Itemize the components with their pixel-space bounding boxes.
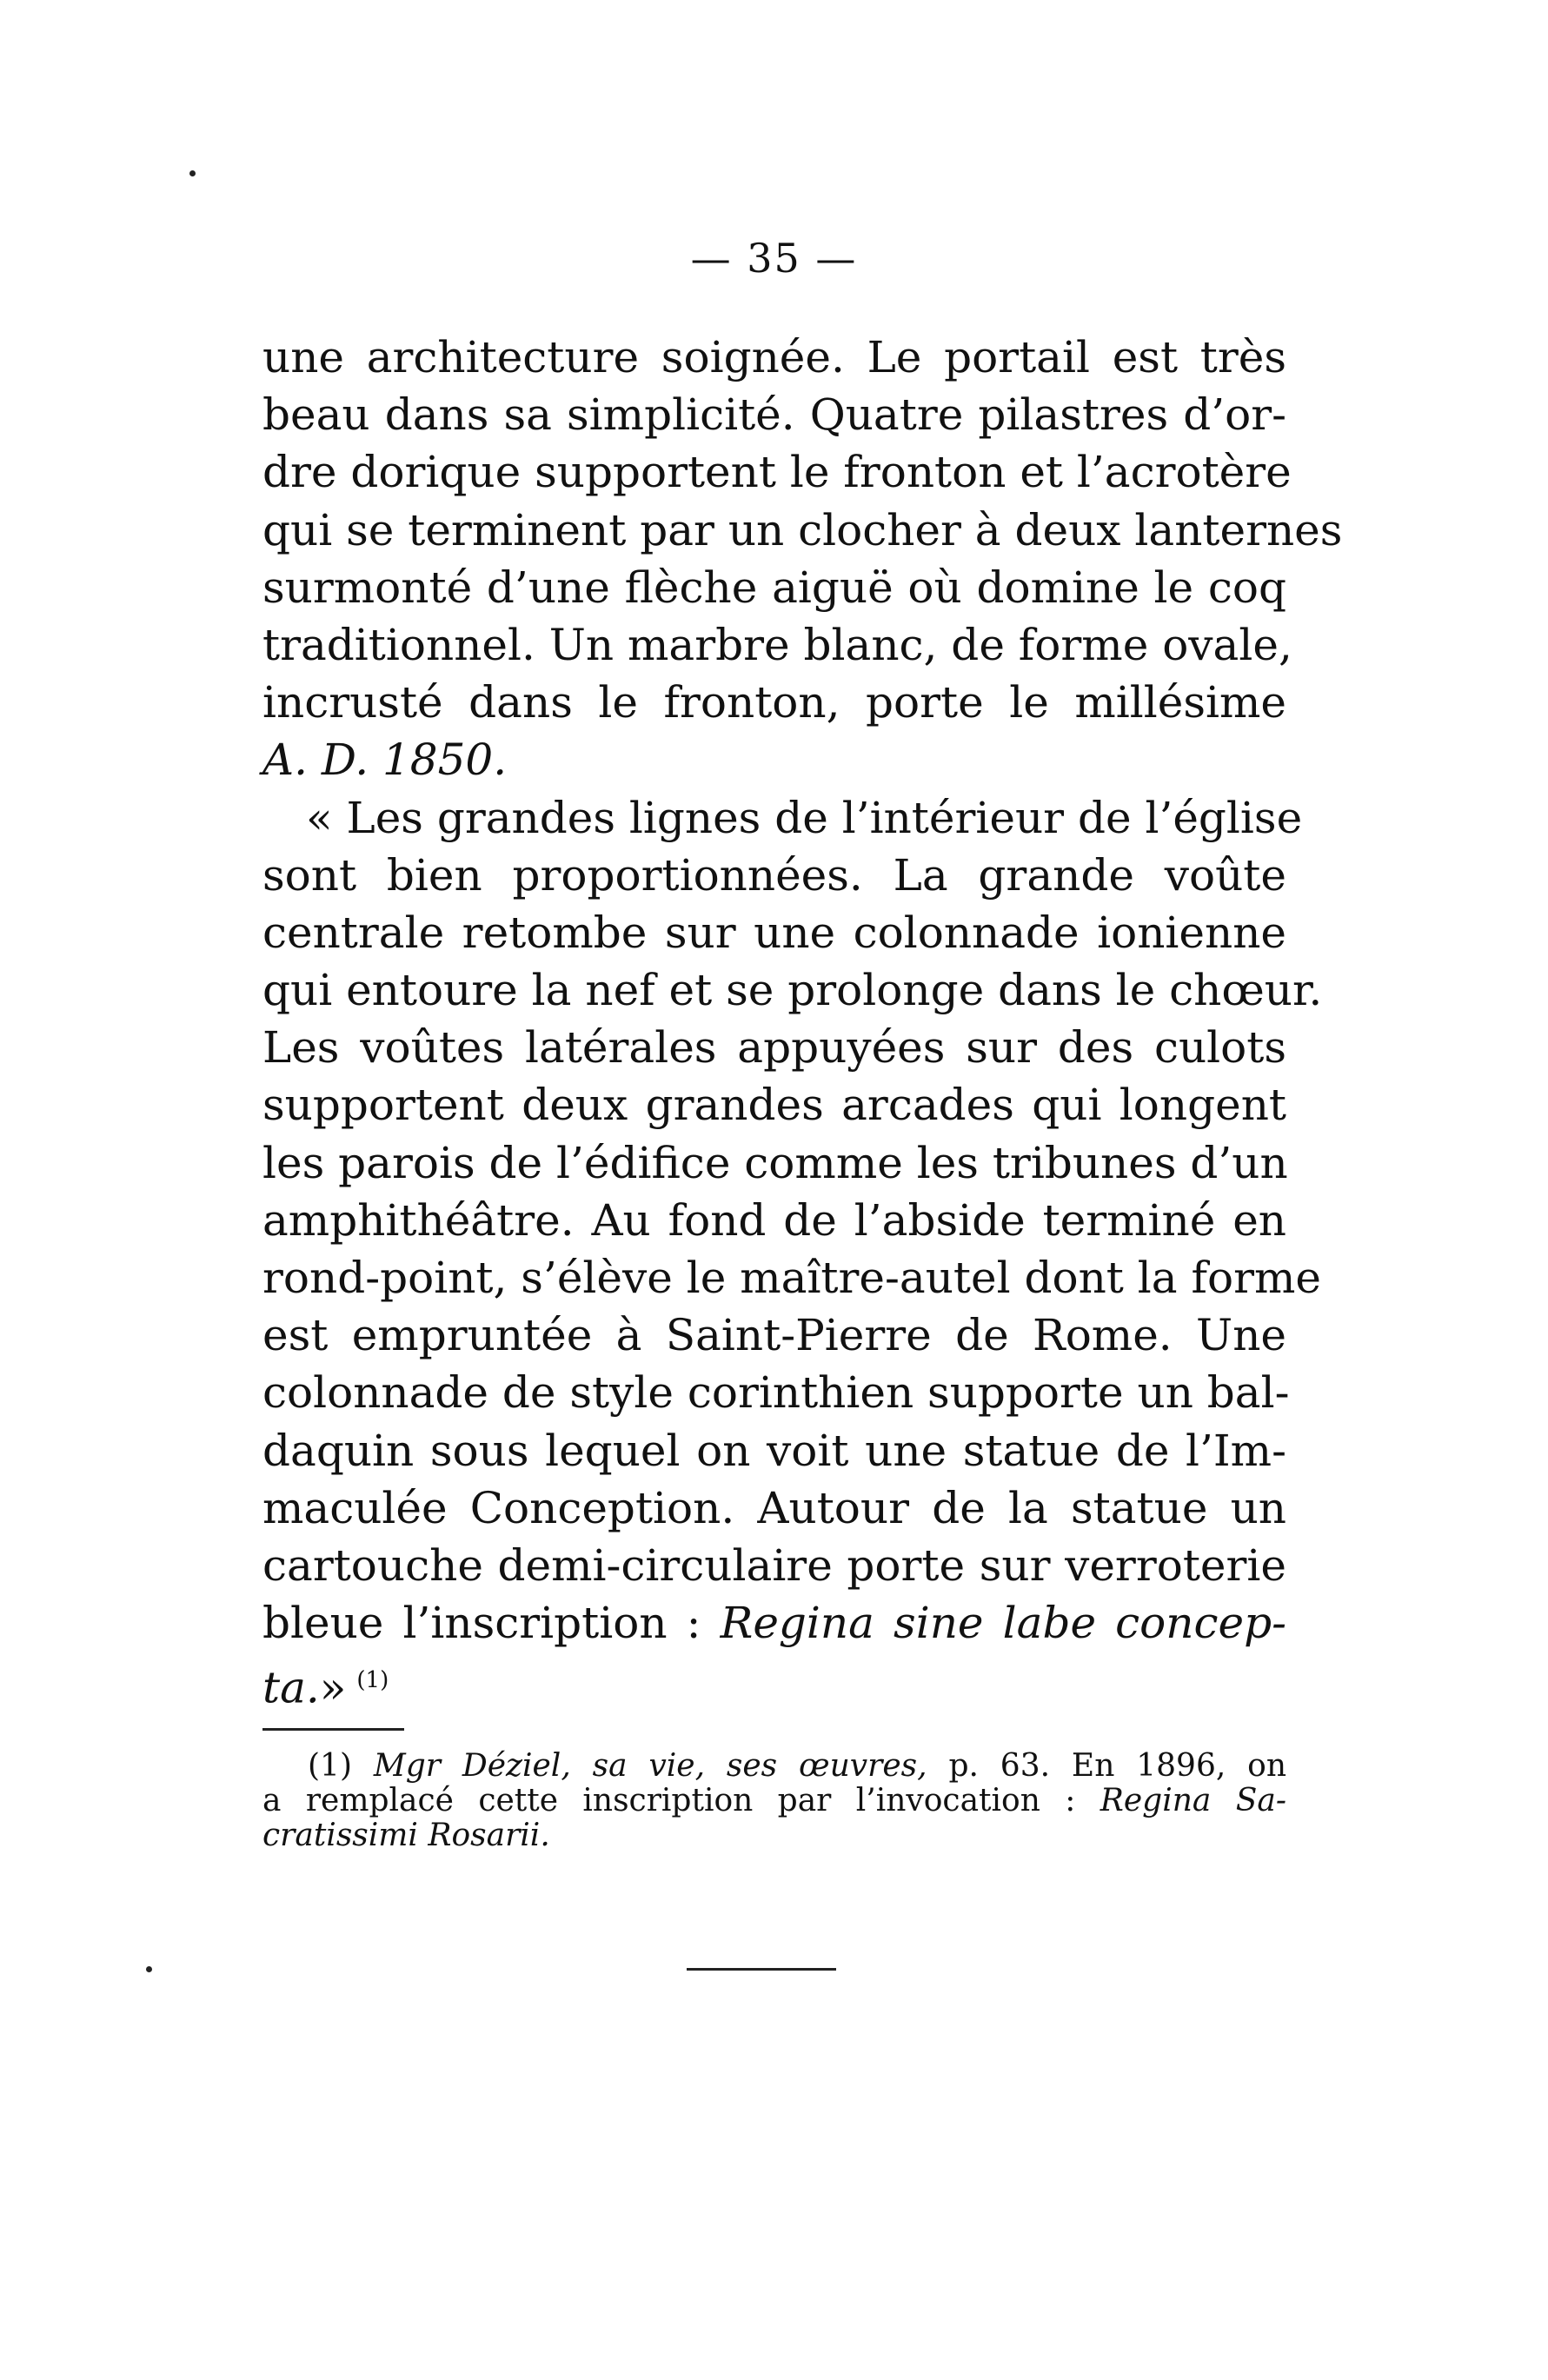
text-line	[262, 731, 1286, 788]
text-line: amphithéâtre. Au fond de l’abside terminé en	[262, 1194, 1286, 1246]
italic-text: ta.	[262, 1662, 320, 1713]
text-line: les parois de l’édifice comme les tribunes d’un	[262, 1137, 1288, 1188]
text-line: rond-point, s’élève le maître-autel dont la forme	[262, 1253, 1321, 1303]
footnote-line	[262, 1784, 1286, 1818]
text-span: bleue l’inscription :	[262, 1598, 701, 1649]
text-line: dre dorique supportent le fronton et l’acrotère	[262, 447, 1292, 498]
footnote-ref: (1)	[356, 1667, 389, 1694]
text-line: incrusté dans le fronton, porte le millésime	[262, 677, 1286, 728]
body-text	[262, 329, 1343, 1713]
text-line: une architecture soignée. Le portail est très	[262, 332, 1286, 382]
footnote-text: a remplacé cette inscription par l’invocation :	[262, 1783, 1076, 1818]
text-line: colonnade de style corinthien supporte un bal-	[262, 1367, 1290, 1419]
text-line: traditionnel. Un marbre blanc, de forme ovale,	[262, 619, 1292, 670]
footnote-ref-text: p. 63. En 1896, on	[948, 1748, 1287, 1784]
footnote	[262, 1749, 1286, 1853]
footnote-line	[262, 1818, 1286, 1853]
italic-text: Regina sine labe concep-	[720, 1598, 1286, 1649]
footnote-line	[262, 1749, 1286, 1784]
margin-speck	[189, 170, 196, 176]
text-line	[262, 1652, 1286, 1713]
text-line: sont bien proportionnées. La grande voûte	[262, 849, 1286, 901]
footnote-number: (1)	[308, 1748, 352, 1784]
text-line: maculée Conception. Autour de la statue un	[262, 1482, 1286, 1533]
text-line: est empruntée à Saint-Pierre de Rome. Une	[262, 1310, 1286, 1361]
footnote-divider	[262, 1728, 404, 1731]
footnote-title: sa vie, ses œuvres,	[592, 1748, 927, 1784]
text-line: daquin sous lequel on voit une statue de l’Im-	[262, 1425, 1286, 1476]
closing-quote: »	[319, 1662, 347, 1713]
text-line: Les voûtes latérales appuyées sur des culots	[262, 1022, 1286, 1074]
text-line: qui se terminent par un clocher à deux lanternes	[262, 504, 1343, 555]
footnote-author: Mgr Déziel,	[373, 1748, 571, 1784]
margin-speck	[146, 1966, 152, 1972]
italic-text: A. D. 1850.	[262, 735, 508, 786]
italic-text: Regina Sa-	[1100, 1783, 1286, 1818]
end-divider	[687, 1968, 836, 1971]
text-line: surmonté d’une flèche aiguë où domine le coq	[262, 562, 1286, 613]
text-line: qui entoure la nef et se prolonge dans le chœur.	[262, 965, 1323, 1016]
italic-text: cratissimi Rosarii.	[262, 1818, 550, 1853]
text-line: beau dans sa simplicité. Quatre pilastres d’or-	[262, 389, 1286, 441]
text-line: « Les grandes lignes de l’intérieur de l’église	[306, 792, 1303, 843]
text-line: cartouche demi-circulaire porte sur verroterie	[262, 1539, 1286, 1591]
page-number: — 35 —	[690, 235, 858, 282]
text-line	[262, 1594, 1286, 1652]
text-line: centrale retombe sur une colonnade ionienne	[262, 907, 1286, 958]
text-line: supportent deux grandes arcades qui longent	[262, 1080, 1286, 1131]
